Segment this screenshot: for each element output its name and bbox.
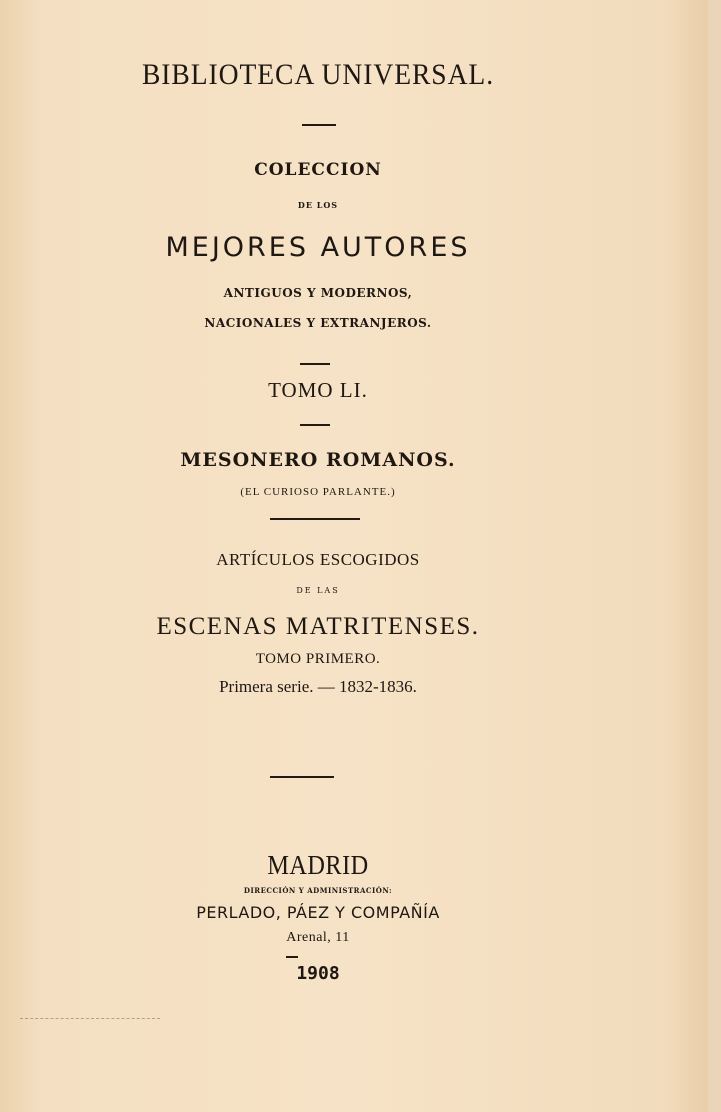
divider-4 [270, 518, 360, 520]
publisher-address: Arenal, 11 [286, 930, 350, 945]
author-name: MESONERO ROMANOS. [180, 449, 456, 471]
author-pseudonym: (EL CURIOSO PARLANTE.) [240, 486, 396, 498]
page-edge [708, 0, 721, 1112]
collection-label: COLECCION [254, 160, 382, 180]
ancient-modern-label: ANTIGUOS Y MODERNOS, [223, 286, 413, 300]
first-volume-label: TOMO PRIMERO. [255, 651, 381, 667]
of-the-label: DE LOS [297, 200, 339, 210]
series-title: BIBLIOTECA UNIVERSAL. [141, 58, 495, 91]
of-the-fem-label: DE LAS [296, 586, 340, 595]
selected-articles-label: ARTÍCULOS ESCOGIDOS [216, 550, 420, 569]
divider-3 [300, 424, 330, 426]
divider-1 [302, 124, 336, 126]
faint-dashed-mark [20, 1018, 160, 1019]
divider-6 [286, 956, 298, 958]
national-foreign-label: NACIONALES Y EXTRANJEROS. [204, 316, 432, 330]
work-title: ESCENAS MATRITENSES. [156, 613, 480, 640]
divider-5 [270, 776, 334, 778]
series-years: Primera serie. — 1832-1836. [219, 677, 417, 696]
volume-number: TOMO LI. [268, 378, 368, 402]
best-authors-heading: MEJORES AUTORES [165, 232, 471, 263]
divider-2 [300, 363, 330, 365]
city: MADRID [267, 850, 369, 880]
publication-year: 1908 [296, 963, 340, 984]
publisher-name: PERLADO, PÁEZ Y COMPAÑÍA [196, 903, 440, 922]
direction-label: DIRECCIÓN Y ADMINISTRACIÓN: [243, 886, 393, 895]
